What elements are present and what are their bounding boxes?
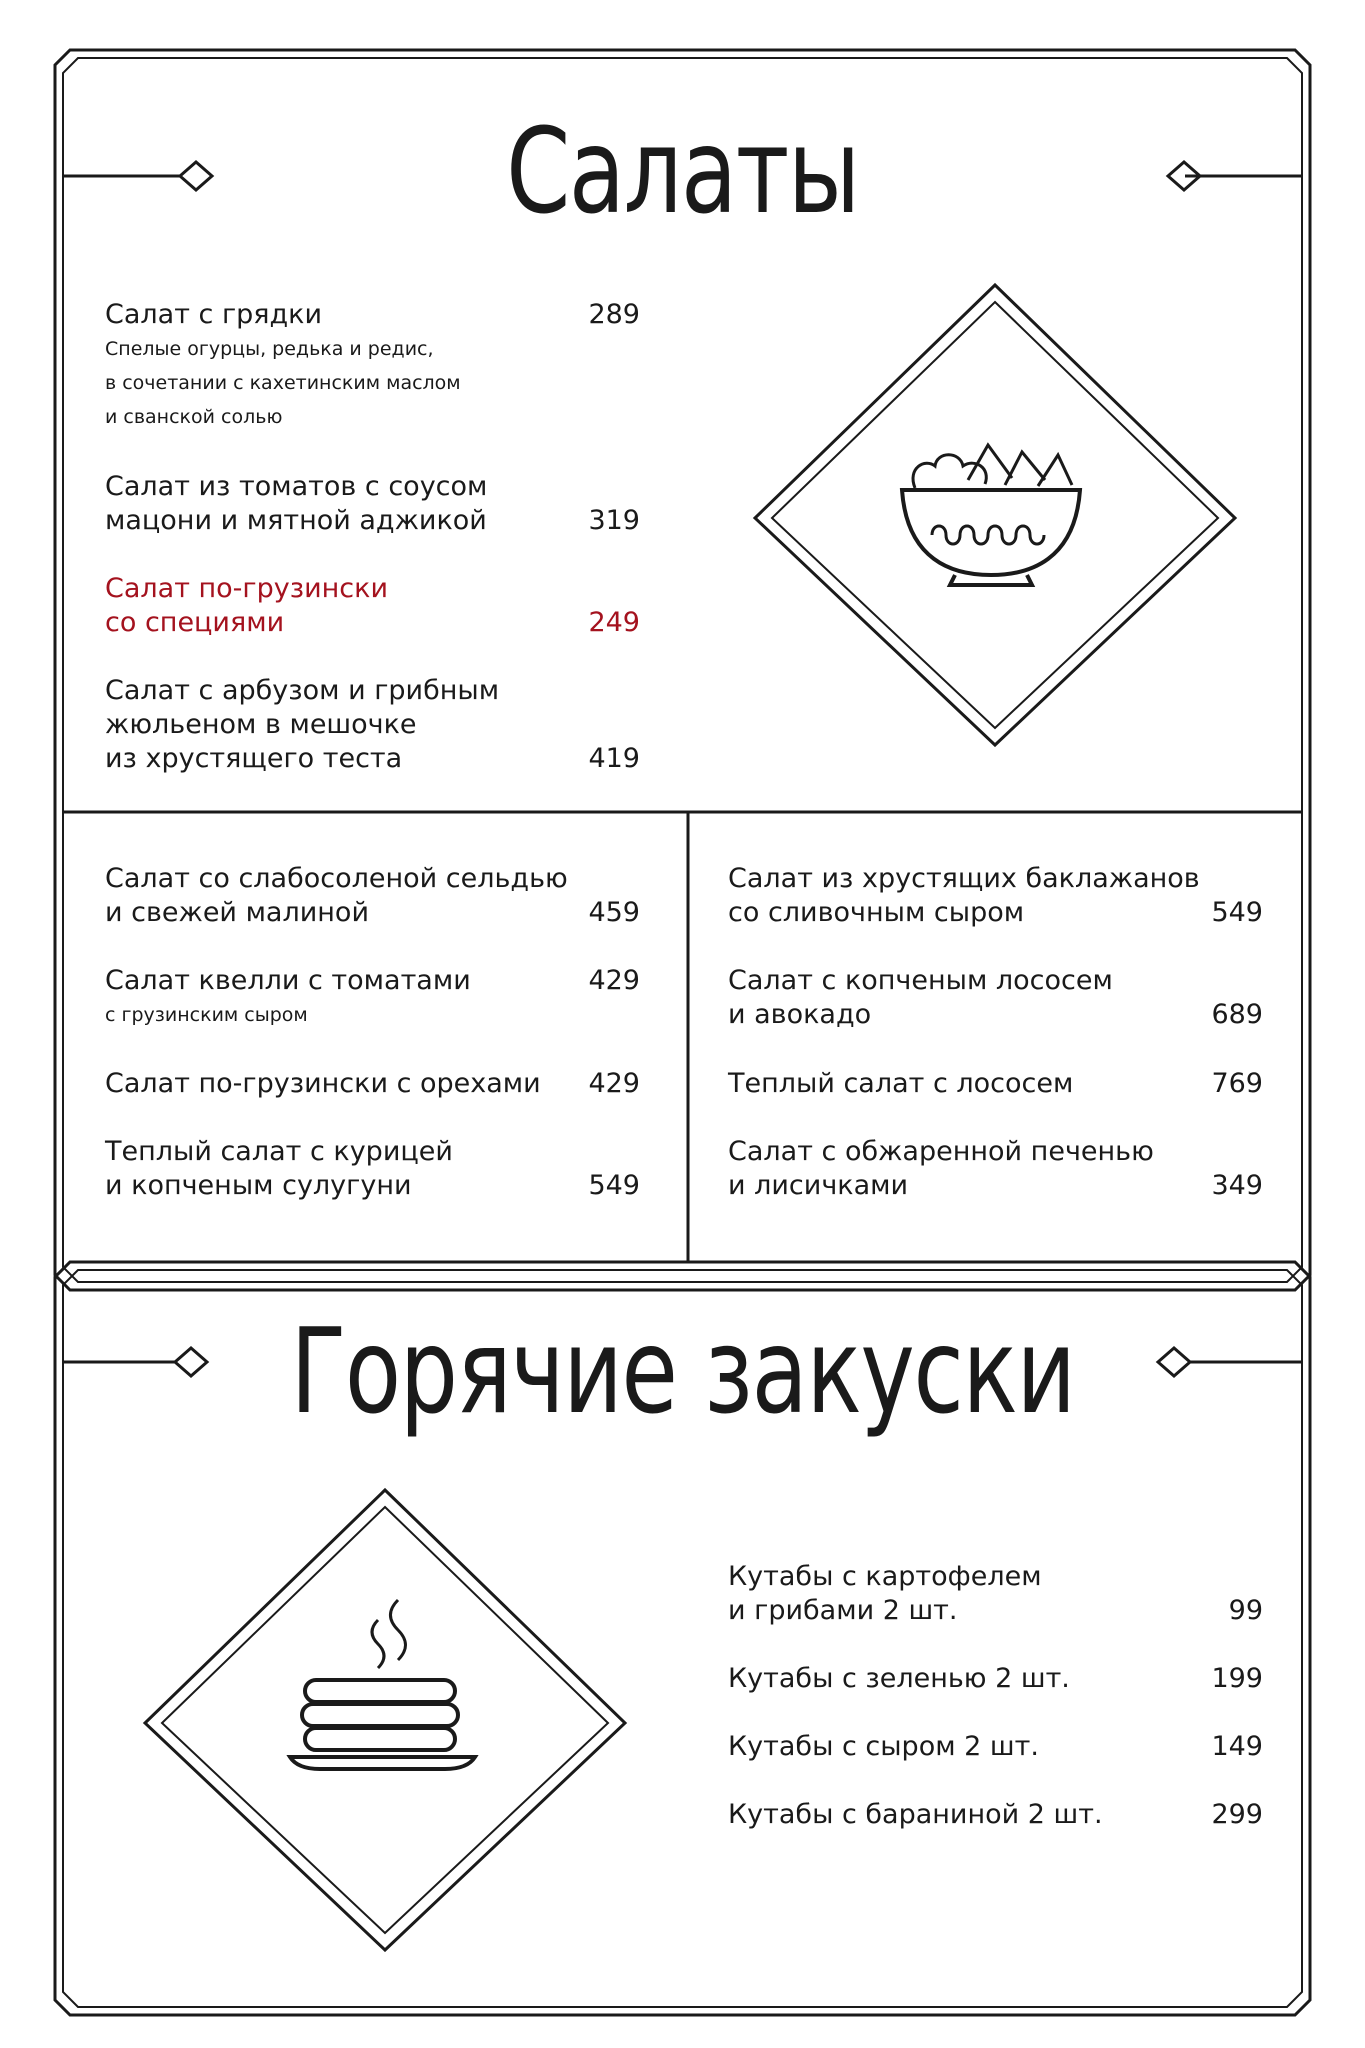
item-name: Салат с обжаренной печенью и лисичками (728, 1136, 1154, 1201)
item-name: Кутабы с бараниной 2 шт. (728, 1799, 1103, 1830)
item-name: Теплый салат с лососем (728, 1068, 1074, 1099)
item-name: Салат квелли с томатами (105, 965, 471, 996)
item-description: Спелые огурцы, редька и редис, в сочетании с кахетинским маслом и сванской солью (105, 338, 461, 428)
menu-item (728, 1135, 1263, 1203)
menu-item (105, 1067, 640, 1101)
item-name: Кутабы с картофелем и грибами 2 шт. (728, 1561, 1042, 1626)
item-price: 429 (588, 965, 640, 996)
salad-bowl-icon (750, 280, 1240, 750)
item-price: 419 (588, 743, 640, 774)
item-price: 349 (1211, 1170, 1263, 1201)
menu-item (105, 1135, 640, 1203)
item-price: 199 (1211, 1663, 1263, 1694)
menu-item (105, 674, 640, 776)
menu-item (728, 1067, 1263, 1101)
menu-item-highlighted (105, 572, 640, 640)
item-name: Кутабы с сыром 2 шт. (728, 1731, 1039, 1762)
item-price: 769 (1211, 1068, 1263, 1099)
item-price: 319 (588, 505, 640, 536)
item-name: Кутабы с зеленью 2 шт. (728, 1663, 1070, 1694)
khachapuri-stack-icon (140, 1485, 630, 1955)
section-title-hot-appetizers: Горячие закуски (290, 1302, 1075, 1440)
item-name: Салат с арбузом и грибным жюльеном в мешочке из хрустящего теста (105, 675, 500, 774)
item-price: 429 (588, 1068, 640, 1099)
item-price: 549 (1211, 897, 1263, 928)
item-price: 99 (1228, 1595, 1263, 1626)
section-title-salads: Салаты (506, 102, 859, 240)
item-description: с грузинским сыром (105, 1004, 308, 1026)
menu-item (105, 470, 640, 538)
item-price: 459 (588, 897, 640, 928)
item-price: 299 (1211, 1799, 1263, 1830)
menu-item (105, 862, 640, 930)
menu-item (728, 1730, 1263, 1764)
item-name: Салат по-грузински с орехами (105, 1068, 541, 1099)
menu-item (728, 1798, 1263, 1832)
item-name: Салат с копченым лососем и авокадо (728, 965, 1113, 1030)
item-price: 689 (1211, 999, 1263, 1030)
menu-item (728, 1662, 1263, 1696)
menu-item (728, 964, 1263, 1032)
menu-item (728, 862, 1263, 930)
item-name: Салат с грядки (105, 299, 323, 330)
menu-item (105, 964, 640, 1032)
item-name: Салат со слабосоленой сельдью и свежей малиной (105, 863, 568, 928)
item-name: Теплый салат с курицей и копченым сулугуни (105, 1136, 453, 1201)
item-price: 289 (588, 299, 640, 330)
item-price: 249 (588, 607, 640, 638)
menu-item (105, 298, 640, 434)
item-price: 149 (1211, 1731, 1263, 1762)
menu-item (728, 1560, 1263, 1628)
item-name: Салат по-грузински со специями (105, 573, 388, 638)
item-price: 549 (588, 1170, 640, 1201)
item-name: Салат из хрустящих баклажанов со сливочным сыром (728, 863, 1200, 928)
item-name: Салат из томатов с соусом мацони и мятной аджикой (105, 471, 488, 536)
